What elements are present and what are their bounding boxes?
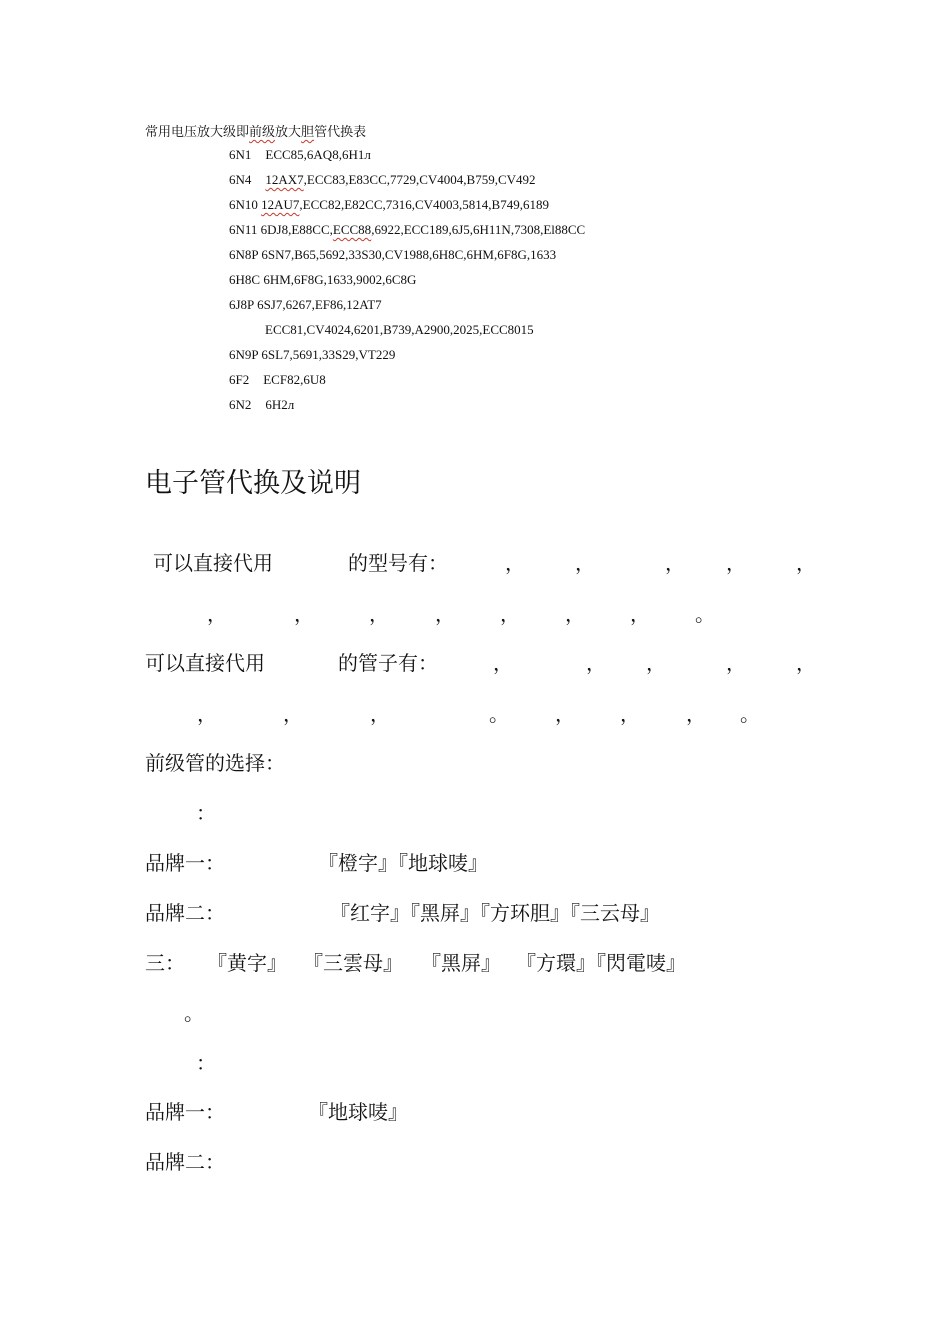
tube-code: 6N10: [229, 197, 258, 212]
period: 。: [740, 702, 760, 726]
brand-2-label: 品牌二：: [145, 1150, 225, 1174]
comma: ，: [505, 551, 525, 575]
tube-equivalents: ECF82,6U8: [263, 372, 326, 387]
tube-equivalents: 6SJ7,6267,EF86,12AT7: [257, 297, 382, 312]
heading-part: 常用电压放大级即: [145, 124, 250, 139]
comma: ，: [686, 702, 706, 726]
tube-equivalents: 6SN7,B65,5692,33S30,CV1988,6H8C,6HM,6F8G,1633: [261, 247, 557, 262]
table-row: [229, 172, 536, 188]
comma: ，: [646, 651, 666, 675]
comma: ，: [493, 651, 513, 675]
comma: ，: [370, 702, 390, 726]
comma: ，: [555, 702, 575, 726]
tube-equivalents: ,ECC83,E83CC,7729,CV4004,B759,CV492: [303, 172, 536, 187]
table-heading: [145, 121, 366, 140]
tube-equivalents: ,ECC82,E82CC,7316,CV4003,5814,B749,6189: [299, 197, 549, 212]
comma: ，: [283, 702, 303, 726]
section-title: 电子管代换及说明: [145, 468, 361, 499]
comma: ，: [207, 602, 227, 626]
comma: ，: [796, 551, 816, 575]
tube-code: 6H8C: [229, 272, 261, 287]
table-row: [229, 147, 371, 163]
brand-3-tag: 『三雲母』: [303, 951, 403, 975]
tube-code: 6N11: [229, 222, 258, 237]
tube-equivalents: ,6922,ECC189,6J5,6H11N,7308,El88CC: [371, 222, 586, 237]
comma: ，: [197, 702, 217, 726]
para2-lead: 可以直接代用: [145, 651, 265, 675]
brand-2-tags: 『红字』『黑屏』『方环胆』『三云母』: [330, 901, 660, 925]
tube-code: 6N8P: [229, 247, 259, 262]
para1-lead: 可以直接代用: [153, 551, 273, 575]
heading-part: 放大: [275, 124, 302, 139]
comma: ，: [586, 651, 606, 675]
table-row: [265, 322, 534, 338]
table-row: [229, 222, 585, 238]
period: 。: [184, 1001, 204, 1025]
comma: ，: [620, 702, 640, 726]
brand-1-label: 品牌一：: [145, 851, 225, 875]
brand-1-tags: 『地球唛』: [308, 1100, 408, 1124]
tube-equivalents: 6H2л: [265, 397, 295, 412]
table-row: [229, 297, 382, 313]
comma: ，: [726, 651, 746, 675]
brand-3-tag: 『方環』『閃電唛』: [516, 951, 686, 975]
tube-code: 6N2: [229, 397, 252, 412]
tube-code: 6J8P: [229, 297, 254, 312]
table-row: [229, 272, 416, 288]
table-row: [229, 372, 326, 388]
colon: ：: [196, 801, 216, 825]
brand-2-label: 品牌二：: [145, 901, 225, 925]
heading-part: 管代换表: [314, 124, 367, 139]
heading-part: 胆: [301, 124, 315, 139]
table-row: [229, 197, 549, 213]
para2-mid: 的管子有：: [338, 651, 438, 675]
comma: ，: [665, 551, 685, 575]
tube-equivalents: 6HM,6F8G,1633,9002,6C8G: [263, 272, 417, 287]
comma: ，: [435, 602, 455, 626]
table-row: [229, 397, 294, 413]
tube-equivalent-flagged: 12AU7: [261, 197, 300, 212]
tube-equivalents: ECC81,CV4024,6201,B739,A2900,2025,ECC8015: [265, 322, 534, 337]
comma: ，: [630, 602, 650, 626]
table-row: [229, 347, 395, 363]
tube-code: 6N1: [229, 147, 252, 162]
tube-equivalents: 6DJ8,E88CC,: [260, 222, 333, 237]
brand-3-tag: 『黄字』: [207, 951, 287, 975]
brand-1-tags: 『橙字』『地球唛』: [318, 851, 488, 875]
tube-equivalent-flagged: 12AX7: [265, 172, 304, 187]
tube-equivalents: ECC85,6AQ8,6H1л: [265, 147, 371, 162]
period: 。: [695, 602, 715, 626]
period: 。: [489, 702, 509, 726]
brand-3-tag: 『黑屏』: [421, 951, 501, 975]
heading-part: 前级: [249, 124, 276, 139]
choice-heading: 前级管的选择：: [145, 751, 285, 775]
tube-code: 6N4: [229, 172, 252, 187]
comma: ，: [500, 602, 520, 626]
brand-3-label: 三：: [145, 951, 185, 975]
comma: ，: [796, 651, 816, 675]
para1-mid: 的型号有：: [348, 551, 448, 575]
colon: ：: [196, 1051, 216, 1075]
comma: ，: [565, 602, 585, 626]
comma: ，: [369, 602, 389, 626]
tube-equivalent-flagged: ECC88: [332, 222, 372, 237]
comma: ，: [575, 551, 595, 575]
tube-code: 6N9P: [229, 347, 259, 362]
comma: ，: [294, 602, 314, 626]
comma: ，: [726, 551, 746, 575]
brand-1-label: 品牌一：: [145, 1100, 225, 1124]
tube-code: 6F2: [229, 372, 250, 387]
tube-equivalents: 6SL7,5691,33S29,VT229: [261, 347, 396, 362]
table-row: [229, 247, 556, 263]
